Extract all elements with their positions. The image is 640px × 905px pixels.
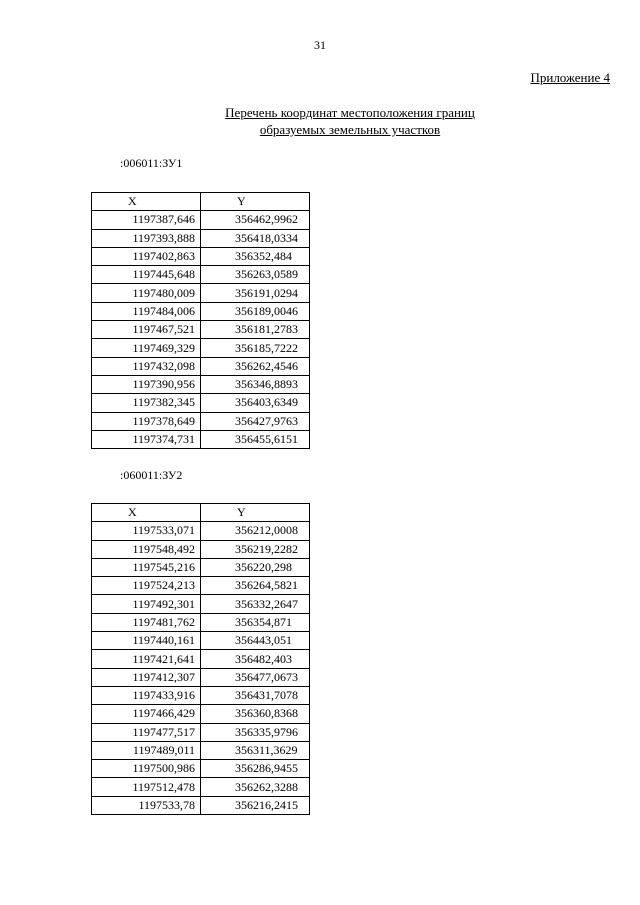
cell-y: 356354,871 bbox=[201, 613, 310, 631]
cell-y: 356311,3629 bbox=[201, 741, 310, 759]
cell-x: 1197440,161 bbox=[92, 632, 201, 650]
cell-x: 1197533,78 bbox=[92, 796, 201, 814]
cell-y: 356220,298 bbox=[201, 558, 310, 576]
cell-y: 356335,9796 bbox=[201, 723, 310, 741]
cell-x: 1197500,986 bbox=[92, 760, 201, 778]
table-row bbox=[92, 686, 310, 704]
cell-x: 1197374,731 bbox=[92, 430, 201, 448]
table-row bbox=[92, 430, 310, 448]
cell-x: 1197378,649 bbox=[92, 412, 201, 430]
table-row bbox=[92, 778, 310, 796]
cell-y: 356427,9763 bbox=[201, 412, 310, 430]
table-row bbox=[92, 668, 310, 686]
cell-y: 356286,9455 bbox=[201, 760, 310, 778]
cell-x: 1197533,071 bbox=[92, 522, 201, 540]
cell-x: 1197469,329 bbox=[92, 339, 201, 357]
cell-y: 356431,7078 bbox=[201, 686, 310, 704]
cell-x: 1197402,863 bbox=[92, 247, 201, 265]
cell-y: 356443,051 bbox=[201, 632, 310, 650]
cell-x: 1197466,429 bbox=[92, 705, 201, 723]
table-row bbox=[92, 558, 310, 576]
cell-x: 1197492,301 bbox=[92, 595, 201, 613]
page-number: 31 bbox=[314, 38, 326, 52]
table-row bbox=[92, 375, 310, 393]
table-row bbox=[92, 650, 310, 668]
cell-x: 1197445,648 bbox=[92, 266, 201, 284]
cell-y: 356219,2282 bbox=[201, 540, 310, 558]
cell-x: 1197480,009 bbox=[92, 284, 201, 302]
table-row bbox=[92, 247, 310, 265]
table-header-row bbox=[92, 193, 310, 211]
cell-y: 356332,2647 bbox=[201, 595, 310, 613]
cell-y: 356477,0673 bbox=[201, 668, 310, 686]
cell-y: 356346,8893 bbox=[201, 375, 310, 393]
table-row bbox=[92, 723, 310, 741]
cell-x: 1197524,213 bbox=[92, 577, 201, 595]
cell-x: 1197489,011 bbox=[92, 741, 201, 759]
plot-label-zu1: :006011:ЗУ1 bbox=[120, 156, 183, 170]
table-row bbox=[92, 760, 310, 778]
table-row bbox=[92, 339, 310, 357]
cell-x: 1197481,762 bbox=[92, 613, 201, 631]
column-header-x: X bbox=[92, 504, 201, 522]
cell-x: 1197477,517 bbox=[92, 723, 201, 741]
cell-x: 1197545,216 bbox=[92, 558, 201, 576]
cell-x: 1197412,307 bbox=[92, 668, 201, 686]
table-row bbox=[92, 321, 310, 339]
column-header-y: Y bbox=[201, 193, 310, 211]
column-header-x: X bbox=[92, 193, 201, 211]
coordinates-table-zu1 bbox=[91, 192, 310, 449]
table-row bbox=[92, 796, 310, 814]
table-row bbox=[92, 266, 310, 284]
table-row bbox=[92, 394, 310, 412]
table-row bbox=[92, 412, 310, 430]
appendix-label: Приложение 4 bbox=[530, 70, 610, 85]
cell-y: 356263,0589 bbox=[201, 266, 310, 284]
cell-x: 1197387,646 bbox=[92, 211, 201, 229]
table-row bbox=[92, 302, 310, 320]
document-title bbox=[120, 104, 580, 138]
cell-y: 356212,0008 bbox=[201, 522, 310, 540]
cell-x: 1197432,098 bbox=[92, 357, 201, 375]
cell-x: 1197433,916 bbox=[92, 686, 201, 704]
cell-y: 356216,2415 bbox=[201, 796, 310, 814]
table-row bbox=[92, 229, 310, 247]
cell-x: 1197548,492 bbox=[92, 540, 201, 558]
cell-y: 356462,9962 bbox=[201, 211, 310, 229]
column-header-y: Y bbox=[201, 504, 310, 522]
cell-x: 1197484,006 bbox=[92, 302, 201, 320]
cell-y: 356262,3288 bbox=[201, 778, 310, 796]
table-row bbox=[92, 211, 310, 229]
cell-y: 356189,0046 bbox=[201, 302, 310, 320]
cell-y: 356262,4546 bbox=[201, 357, 310, 375]
document-title-line-2: образуемых земельных участков bbox=[259, 122, 441, 137]
cell-y: 356264,5821 bbox=[201, 577, 310, 595]
table-row bbox=[92, 632, 310, 650]
cell-x: 1197382,345 bbox=[92, 394, 201, 412]
document-title-line-1: Перечень координат местоположения границ bbox=[225, 105, 475, 120]
cell-y: 356455,6151 bbox=[201, 430, 310, 448]
cell-y: 356181,2783 bbox=[201, 321, 310, 339]
table-row bbox=[92, 577, 310, 595]
cell-y: 356191,0294 bbox=[201, 284, 310, 302]
cell-y: 356418,0334 bbox=[201, 229, 310, 247]
cell-x: 1197390,956 bbox=[92, 375, 201, 393]
cell-x: 1197393,888 bbox=[92, 229, 201, 247]
table-row bbox=[92, 741, 310, 759]
cell-x: 1197467,521 bbox=[92, 321, 201, 339]
table-row bbox=[92, 595, 310, 613]
cell-y: 356185,7222 bbox=[201, 339, 310, 357]
table-row bbox=[92, 540, 310, 558]
cell-y: 356360,8368 bbox=[201, 705, 310, 723]
coordinates-table-zu2 bbox=[91, 503, 310, 815]
table-row bbox=[92, 522, 310, 540]
cell-y: 356403,6349 bbox=[201, 394, 310, 412]
table-header-row bbox=[92, 504, 310, 522]
cell-y: 356482,403 bbox=[201, 650, 310, 668]
table-row bbox=[92, 613, 310, 631]
cell-x: 1197512,478 bbox=[92, 778, 201, 796]
table-row bbox=[92, 284, 310, 302]
cell-x: 1197421,641 bbox=[92, 650, 201, 668]
cell-y: 356352,484 bbox=[201, 247, 310, 265]
plot-label-zu2: :060011:ЗУ2 bbox=[120, 468, 183, 482]
table-row bbox=[92, 705, 310, 723]
table-row bbox=[92, 357, 310, 375]
